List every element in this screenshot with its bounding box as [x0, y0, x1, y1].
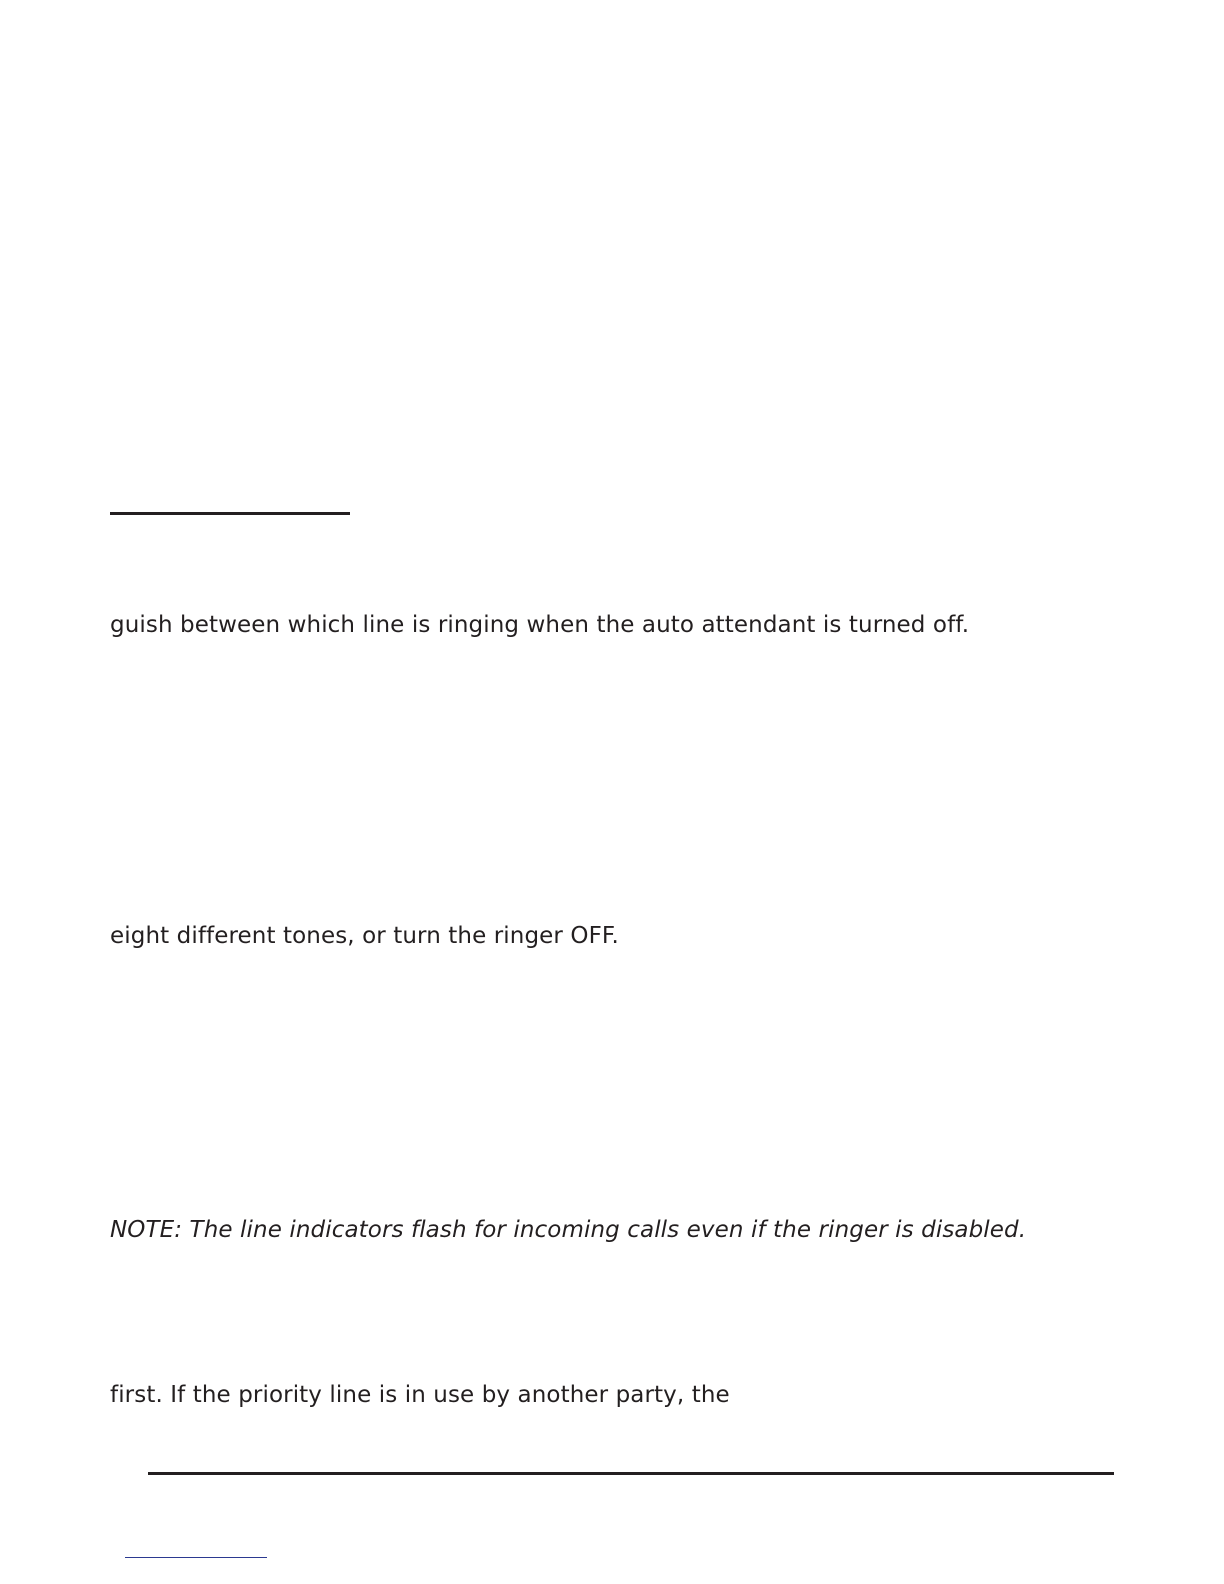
section-divider — [110, 512, 350, 515]
body-text-ringer-tones: eight different tones, or turn the ringer OFF. — [110, 923, 619, 949]
link-underline — [125, 1557, 267, 1558]
body-text-priority-line: first. If the priority line is in use by another party, the — [110, 1382, 730, 1408]
body-text-ringing: guish between which line is ringing when the auto attendant is turned off. — [110, 612, 970, 638]
note-text: NOTE: The line indicators flash for incoming calls even if the ringer is disabled. — [110, 1217, 1027, 1243]
footer-divider — [148, 1472, 1114, 1475]
